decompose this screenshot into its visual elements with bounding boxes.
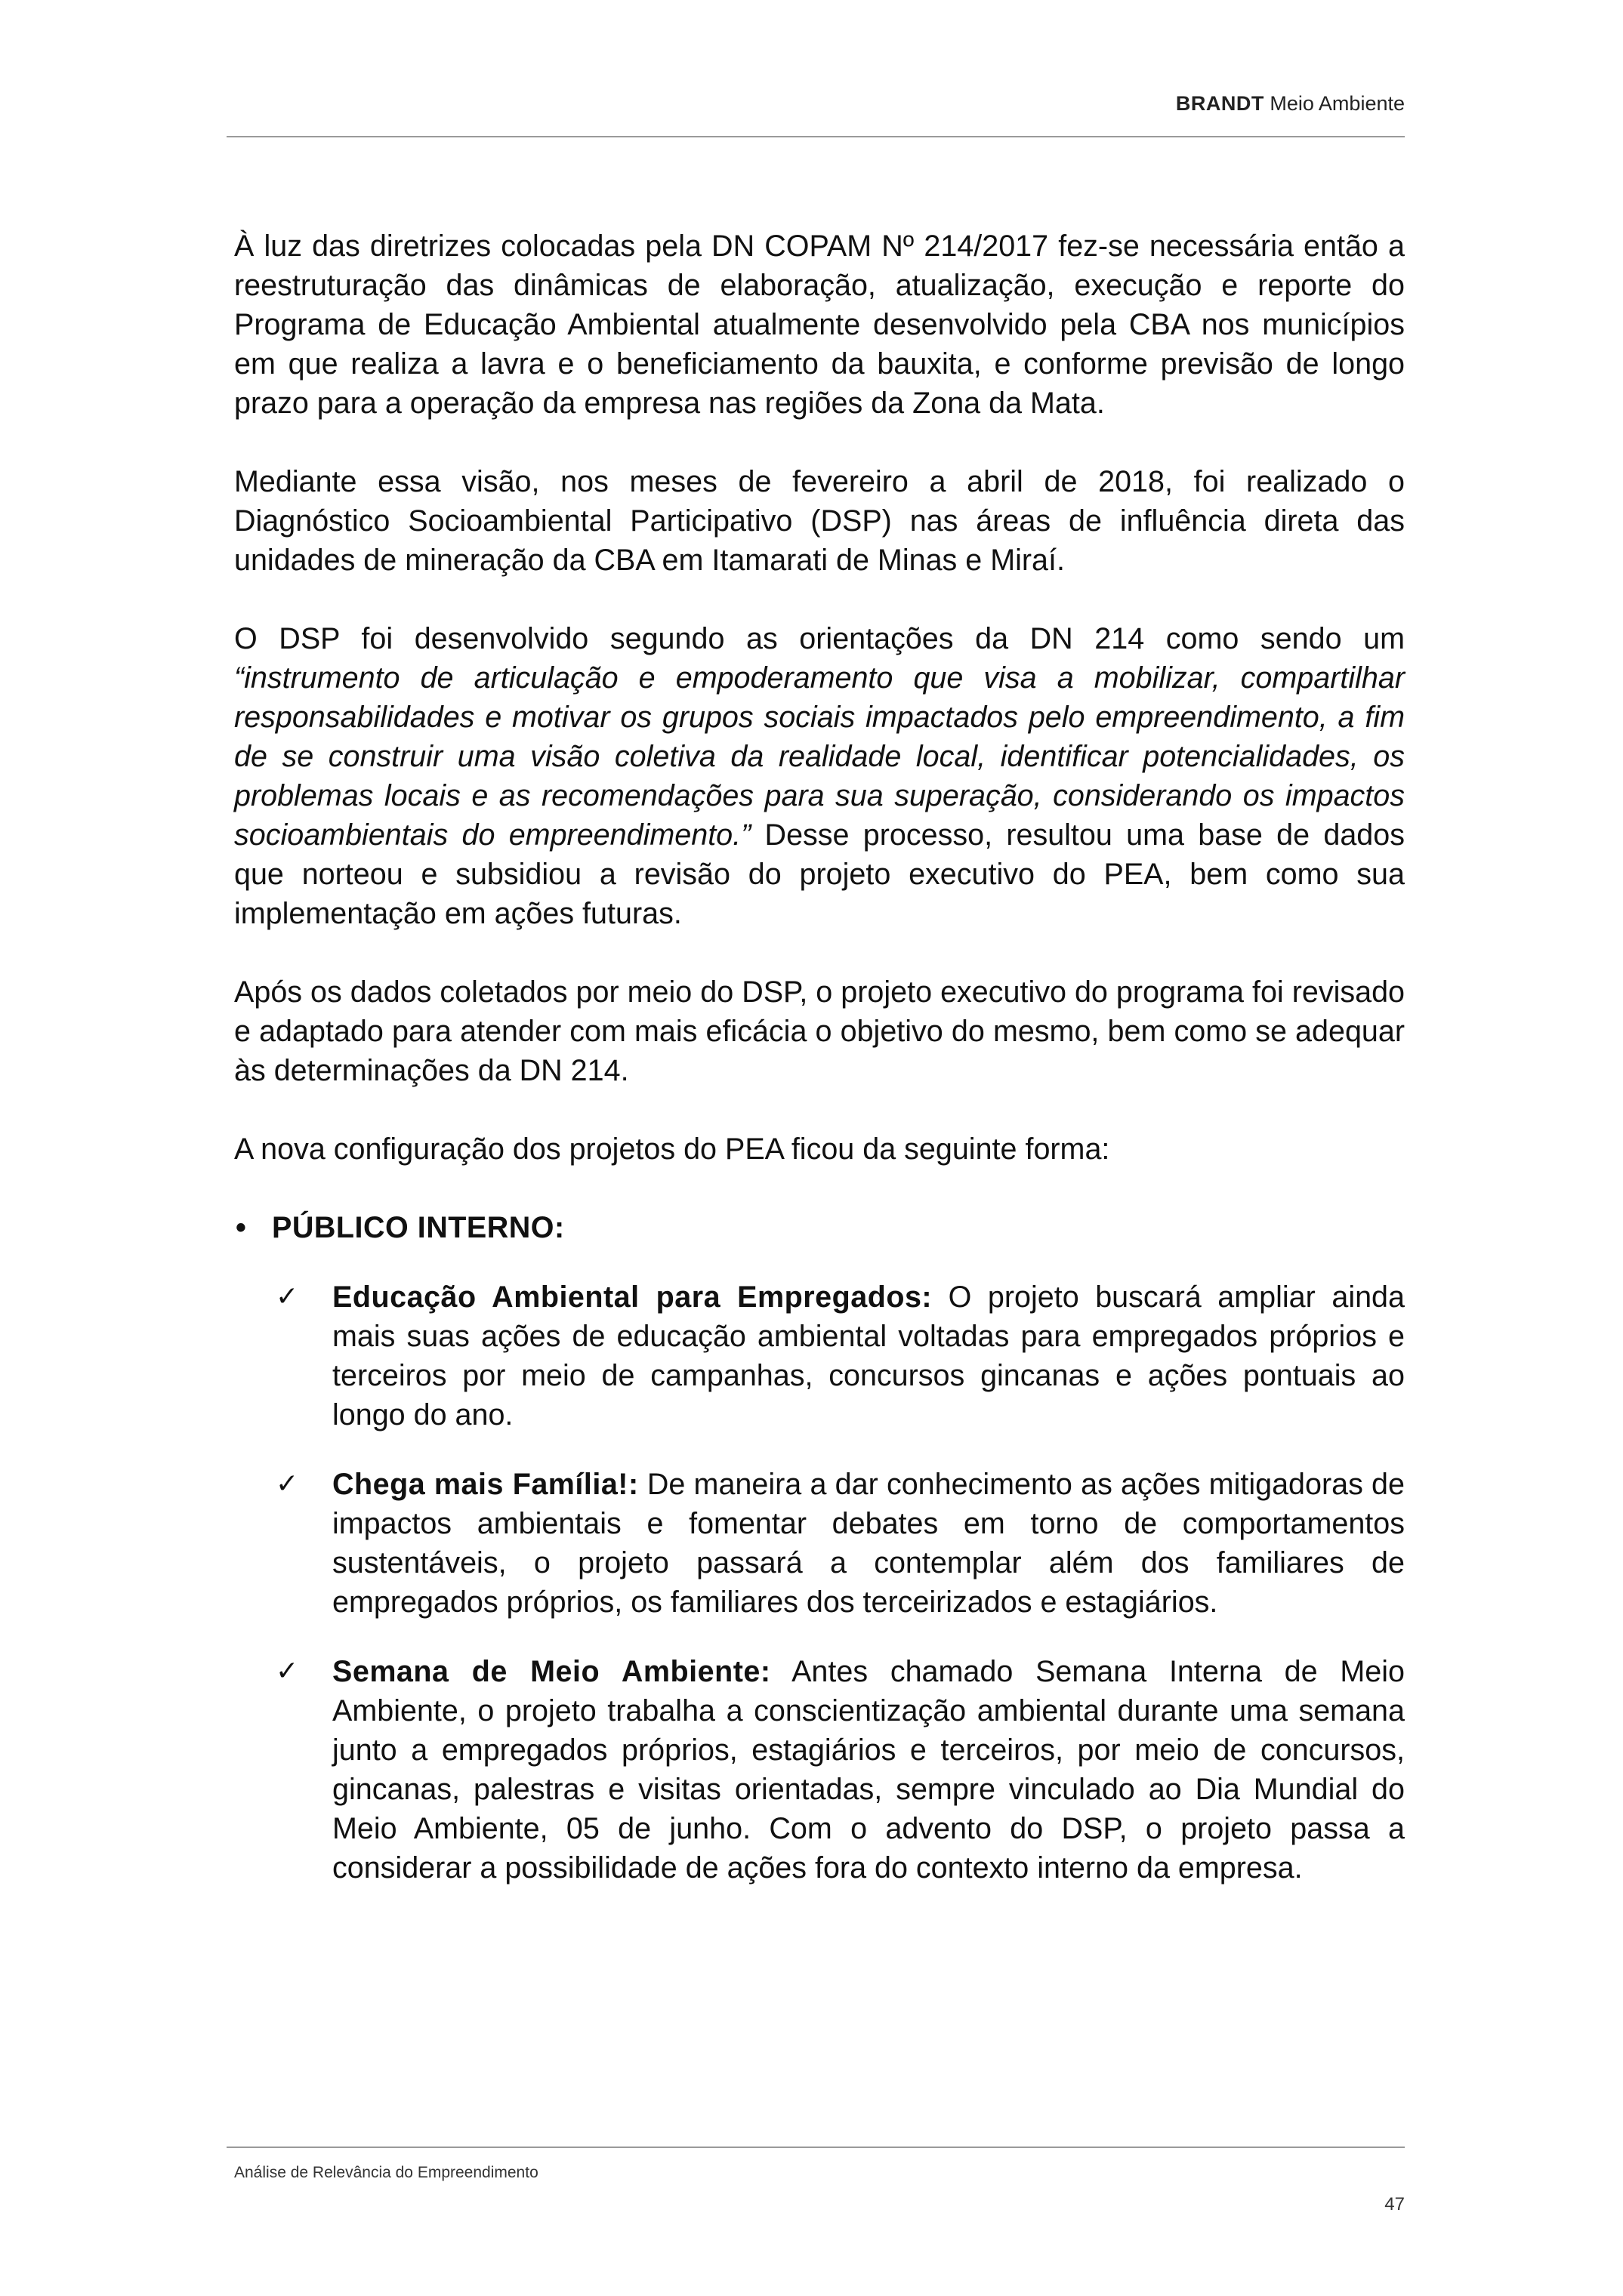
paragraph-5: A nova configuração dos projetos do PEA ficou da seguinte forma: [234, 1133, 1110, 1166]
section-heading-text: PÚBLICO INTERNO: [272, 1211, 565, 1244]
list-item [234, 1277, 1405, 1435]
paragraph-4: Após os dados coletados por meio do DSP, o projeto executivo do programa foi revisado e adaptado para atender com mais eficácia o objetivo do mesmo, bem como se adequar às determinações da DN 214. [234, 975, 1405, 1087]
page-number: 47 [1384, 2194, 1405, 2214]
list-item-title: Semana de Meio Ambiente: [332, 1655, 771, 1688]
paragraph-3 [234, 619, 1405, 933]
footer-divider [227, 2147, 1405, 2148]
document-body [234, 227, 1405, 1918]
header-brand: BRANDT [1175, 92, 1264, 115]
list-item [234, 1652, 1405, 1888]
checkmark-icon: ✓ [276, 1656, 299, 1687]
list-item-text: Antes chamado Semana Interna de Meio Ambiente, o projeto trabalha a conscientização ambiental durante uma semana junto a empregados próprios, estagiários e terceiros, por meio de concursos, gincanas, palestras e visitas orientadas, sempre vinculado ao Dia Mundial do Meio Ambiente, 05 de junho. Com o advento do DSP, o projeto passa a considerar a possibilidade de ações fora do contexto interno da empresa. [332, 1655, 1405, 1885]
list-item [234, 1465, 1405, 1622]
list-item-title: Educação Ambiental para Empregados: [332, 1281, 933, 1314]
paragraph-2: Mediante essa visão, nos meses de fevereiro a abril de 2018, foi realizado o Diagnóstico Socioambiental Participativo (DSP) nas áreas de influência direta das unidades de mineração da CBA em Itamarati de Minas e Miraí. [234, 465, 1405, 577]
list-item-text: De maneira a dar conhecimento as ações mitigadoras de impactos ambientais e fomentar debates em torno de comportamentos sustentáveis, o projeto passará a contemplar além dos familiares de empregados próprios, os familiares dos terceirizados e estagiários. [332, 1468, 1405, 1619]
checkmark-icon: ✓ [276, 1281, 299, 1312]
page-header [227, 92, 1405, 116]
list-item-title: Chega mais Família!: [332, 1468, 639, 1501]
paragraph-3-intro: O DSP foi desenvolvido segundo as orientações da DN 214 como sendo um [234, 622, 1405, 655]
paragraph-1: À luz das diretrizes colocadas pela DN COPAM Nº 214/2017 fez-se necessária então a reestruturação das dinâmicas de elaboração, atualização, execução e reporte do Programa de Educação Ambiental atualmente desenvolvido pela CBA nos municípios em que realiza a lavra e o beneficiamento da bauxita, e conforme previsão de longo prazo para a operação da empresa nas regiões da Zona da Mata. [234, 230, 1405, 420]
footer-title: Análise de Relevância do Empreendimento [234, 2164, 538, 2181]
list-item-text: O projeto buscará ampliar ainda mais suas ações de educação ambiental voltadas para empregados próprios e terceiros por meio de campanhas, concursos gincanas e ações pontuais ao longo do ano. [332, 1281, 1405, 1432]
header-subtitle: Meio Ambiente [1270, 92, 1405, 115]
checkmark-icon: ✓ [276, 1469, 299, 1499]
paragraph-3-quote: “instrumento de articulação e empoderamento que visa a mobilizar, compartilhar responsabilidades e motivar os grupos sociais impactados pelo empreendimento, a fim de se construir uma visão coletiva da realidade local, identificar potencialidades, os problemas locais e as recomendações para sua superação, considerando os impactos socioambientais do empreendimento.” [234, 661, 1405, 852]
bullet-icon: • [236, 1211, 247, 1244]
section-heading [234, 1208, 1405, 1247]
header-divider [227, 136, 1405, 137]
paragraph-3-tail: Desse processo, resultou uma base de dados que norteou e subsidiou a revisão do projeto executivo do PEA, bem como sua implementação em ações futuras. [234, 818, 1405, 930]
